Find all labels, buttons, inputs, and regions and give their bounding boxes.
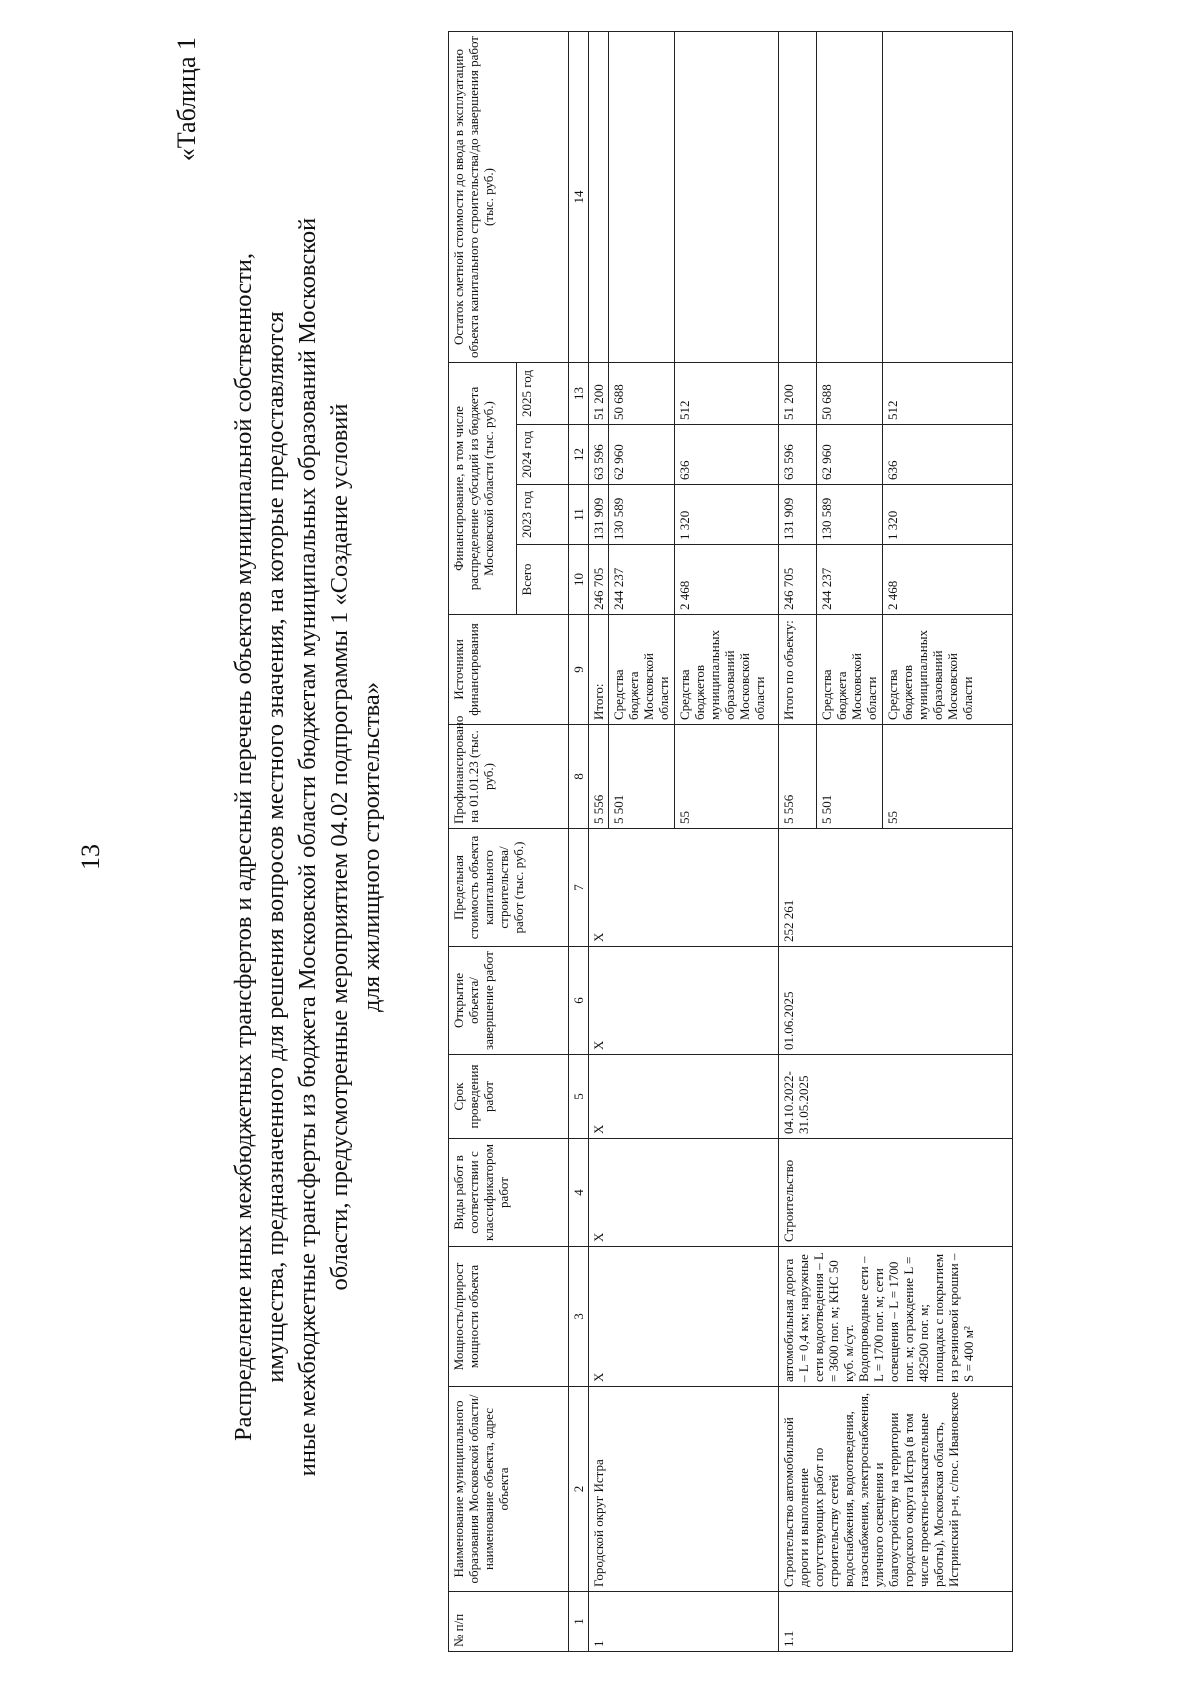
column-number: 4 [569, 1139, 589, 1247]
cell-total: 246 705 [589, 545, 609, 615]
table-row [589, 32, 609, 1652]
title-line: области, предусмотренные мероприятием 04.02 подпрограммы 1 «Создание условий [326, 403, 353, 1291]
column-number: 3 [569, 1247, 589, 1387]
row-work-type: Строительство [779, 1139, 1013, 1247]
cell-source: Средства бюджета Московской области [609, 615, 675, 725]
cell-2024: 636 [883, 425, 1013, 485]
cell-remaining [779, 32, 817, 363]
cell-prefinanced: 55 [675, 725, 779, 829]
cell-2024: 62 960 [609, 425, 675, 485]
page-number: 13 [76, 844, 105, 870]
column-number: 12 [569, 425, 589, 485]
cell-2024: 63 596 [779, 425, 817, 485]
table-row [779, 32, 817, 1652]
column-number-row [569, 32, 589, 1652]
header-cell-work-type: Виды работ в соответствии с классификатором работ [449, 1139, 569, 1247]
cell-source: Итого по объекту: [779, 615, 817, 725]
cell-total: 244 237 [817, 545, 883, 615]
cell-source: Итого: [589, 615, 609, 725]
cell-source: Средства бюджетов муниципальных образований Московской области [883, 615, 1013, 725]
column-number: 11 [569, 485, 589, 545]
cell-prefinanced: 5 501 [609, 725, 675, 829]
title-line: для жилищного строительства» [358, 682, 385, 1012]
row-opening: 01.06.2025 [779, 947, 1013, 1055]
cell-prefinanced: 5 556 [779, 725, 817, 829]
row-work-type: Х [589, 1139, 779, 1247]
cell-2023: 131 909 [779, 485, 817, 545]
cell-2025: 51 200 [779, 363, 817, 425]
column-number: 10 [569, 545, 589, 615]
header-cell-sources: Источники финансирования [449, 615, 569, 725]
header-cell-period: Срок проведения работ [449, 1055, 569, 1139]
cell-2025: 512 [883, 363, 1013, 425]
cell-2025: 51 200 [589, 363, 609, 425]
cell-remaining [817, 32, 883, 363]
header-cell-financing: Финансирование, в том числе распределение субсидий из бюджета Московской области (тыс. руб.) [449, 363, 517, 615]
row-num: 1.1 [779, 1592, 1013, 1652]
row-period: 04.10.2022-31.05.2025 [779, 1055, 1013, 1139]
cell-2025: 512 [675, 363, 779, 425]
column-number: 6 [569, 947, 589, 1055]
cell-2024: 636 [675, 425, 779, 485]
cell-total: 2 468 [883, 545, 1013, 615]
header-cell-opening: Открытие объекта/завершение работ [449, 947, 569, 1055]
cell-remaining [675, 32, 779, 363]
column-number: 7 [569, 829, 589, 947]
cell-total: 2 468 [675, 545, 779, 615]
cell-2023: 131 909 [589, 485, 609, 545]
header-cell-limit-cost: Предельная стоимость объекта капитального строительства/работ (тыс. руб.) [449, 829, 569, 947]
column-number: 9 [569, 615, 589, 725]
cell-total: 244 237 [609, 545, 675, 615]
header-cell-remaining: Остаток сметной стоимости до ввода в эксплуатацию объекта капитального строительства/до завершения работ (тыс. руб.) [449, 32, 569, 363]
column-number: 5 [569, 1055, 589, 1139]
row-limit-cost: Х [589, 829, 779, 947]
cell-2025: 50 688 [609, 363, 675, 425]
header-cell-2025: 2025 год [517, 363, 569, 425]
cell-source: Средства бюджетов муниципальных образований Московской области [675, 615, 779, 725]
cell-2024: 62 960 [817, 425, 883, 485]
column-number: 1 [569, 1592, 589, 1652]
column-number: 8 [569, 725, 589, 829]
row-limit-cost: 252 261 [779, 829, 1013, 947]
header-cell-num: № п/п [449, 1592, 569, 1652]
cell-total: 246 705 [779, 545, 817, 615]
title-line: Распределение иных межбюджетных трансфертов и адресный перечень объектов муниципальной собственности, [230, 253, 257, 1441]
column-number: 2 [569, 1387, 589, 1592]
column-number: 14 [569, 32, 589, 363]
cell-2024: 63 596 [589, 425, 609, 485]
header-cell-name: Наименование муниципального образования Московской области/наименование объекта, адрес объекта [449, 1387, 569, 1592]
row-name: Строительство автомобильной дороги и выполнение сопутствующих работ по строительству сетей водоснабжения, водоотведения, газоснабжения, электроснабжения, уличного освещения и благоустройству на территории городского округа Истра (в том числе проектно-изыскательные работы), Московская область, Истринский р-н, с/пос. Ивановское [779, 1387, 1013, 1592]
row-num: 1 [589, 1592, 779, 1652]
header-cell-2023: 2023 год [517, 485, 569, 545]
header-cell-2024: 2024 год [517, 425, 569, 485]
row-power: автомобильная дорога – L = 0,4 км; наружные сети водоотведения – L = 3600 пог. м; КНС 50 куб. м/сут. Водопроводные сети – L = 1700 пог. м; сети освещения – L = 1700 пог. м; ограждение L = 482500 пог. м; площадка с покрытием из резиновой крошки – S = 400 м² [779, 1247, 1013, 1387]
cell-2023: 1 320 [675, 485, 779, 545]
cell-2023: 130 589 [609, 485, 675, 545]
transfers-table [448, 31, 1013, 1652]
column-number: 13 [569, 363, 589, 425]
cell-prefinanced: 5 556 [589, 725, 609, 829]
document-title [228, 147, 388, 1547]
row-period: Х [589, 1055, 779, 1139]
cell-prefinanced: 5 501 [817, 725, 883, 829]
cell-remaining [589, 32, 609, 363]
header-cell-power: Мощность/прирост мощности объекта [449, 1247, 569, 1387]
header-row [449, 32, 517, 1652]
row-power: Х [589, 1247, 779, 1387]
header-cell-prefinanced: Профинансировано на 01.01.23 (тыс. руб.) [449, 725, 569, 829]
row-opening: Х [589, 947, 779, 1055]
title-line: имущества, предназначенного для решения вопросов местного значения, на которые предоставляются [262, 311, 289, 1383]
cell-2023: 130 589 [817, 485, 883, 545]
cell-2025: 50 688 [817, 363, 883, 425]
cell-remaining [883, 32, 1013, 363]
cell-remaining [609, 32, 675, 363]
cell-2023: 1 320 [883, 485, 1013, 545]
table-label: «Таблица 1 [172, 37, 201, 162]
title-line: иные межбюджетные трансферты из бюджета Московской области бюджетам муниципальных образований Московской [294, 217, 321, 1477]
row-name: Городской округ Истра [589, 1387, 779, 1592]
header-cell-total: Всего [517, 545, 569, 615]
cell-source: Средства бюджета Московской области [817, 615, 883, 725]
cell-prefinanced: 55 [883, 725, 1013, 829]
